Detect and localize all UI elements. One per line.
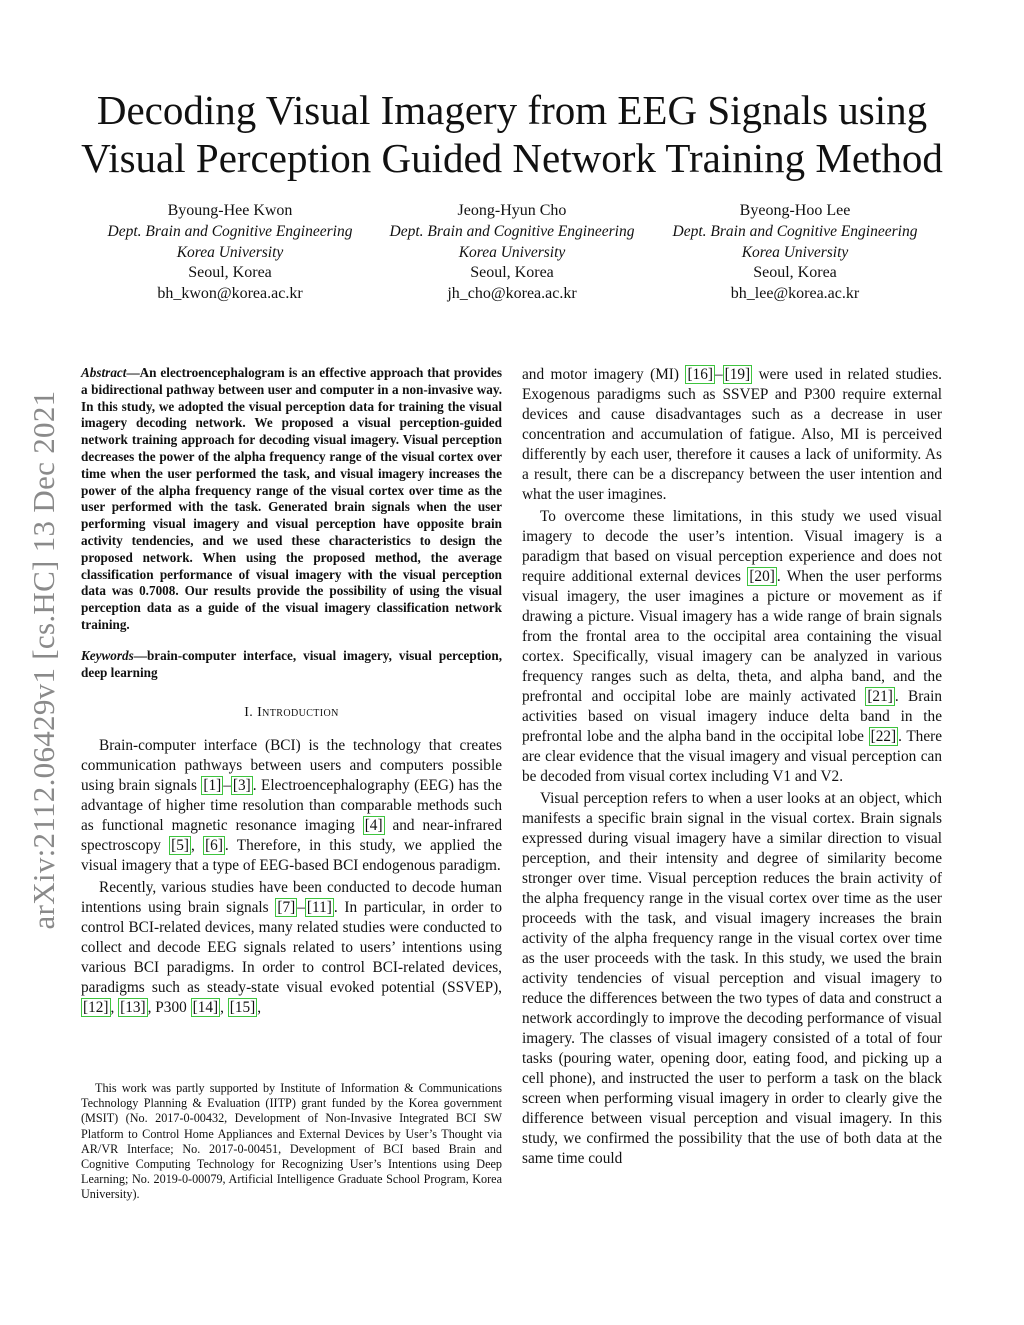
citation-link[interactable]: [1] xyxy=(203,777,222,795)
author-email: bh_kwon@korea.ac.kr xyxy=(157,285,303,303)
citation-link[interactable]: [5] xyxy=(171,837,189,855)
paper-title xyxy=(60,86,964,182)
text-run: , xyxy=(257,999,262,1017)
text-run: , xyxy=(110,999,119,1017)
text-run: and motor imagery (MI) xyxy=(522,366,686,383)
text-run: , xyxy=(220,999,228,1017)
text-run: were used in related studies. Exogenous paradigms such as SSVEP and P300 require external devices and cause disadvantages such as a decrease in user concentration and accumulation of fatigue. Also, MI is perceived differently by each user, therefore it causes a lack of uniformity. As a result, there can be a discrepancy between the user intention and what the user imagines. xyxy=(522,366,942,503)
author-block xyxy=(80,201,950,311)
citation-link[interactable]: [3] xyxy=(232,777,251,795)
citation-link[interactable]: [15] xyxy=(229,999,256,1017)
abstract-label: Abstract xyxy=(81,365,127,380)
funding-footnote: This work was partly supported by Institute of Information & Communications Technology Planning & Evaluation (IITP) grant funded by the Korea government (MSIT) (No. 2017-0-00432, Development of Non-Invasive Integrated BCI SW Platform to Control Home Appliances and External Devices by User’s Thought via AR/VR Interface; No. 2017-0-00451, Development of BCI based Brain and Cognitive Computing Technology for Recognizing User’s Intentions using Deep Learning; No. 2019-0-00079, Artificial Intelligence Graduate School Program, Korea University). xyxy=(81,1081,502,1202)
citation-link[interactable]: [14] xyxy=(192,999,219,1017)
section-title: Introduction xyxy=(257,705,339,721)
text-run: – xyxy=(223,777,231,795)
citation-link[interactable]: [6] xyxy=(205,837,223,855)
citation-link[interactable]: [21] xyxy=(867,688,893,705)
keywords-label: Keywords xyxy=(81,647,134,663)
citation-link[interactable]: [7] xyxy=(277,899,296,917)
text-run: . There are clear evidence that the visual imagery and visual perception can be decoded from visual cortex including V1 and V2. xyxy=(522,728,942,785)
abstract xyxy=(81,365,502,634)
author-name: Jeong-Hyun Cho xyxy=(457,202,567,219)
citation-link[interactable]: [19] xyxy=(724,366,751,383)
author-2 xyxy=(362,201,662,305)
text-run: – xyxy=(714,366,723,383)
text-run: . Electroencephalography (EEG) has the advantage of higher time resolution than comparable methods such as functional magnetic resonance imaging xyxy=(81,777,502,835)
author-name: Byeong-Hoo Lee xyxy=(739,202,851,219)
title-line-1: Decoding Visual Imagery from EEG Signals using xyxy=(96,87,928,133)
author-city: Seoul, Korea xyxy=(188,264,272,282)
author-email: jh_cho@korea.ac.kr xyxy=(447,285,577,303)
author-3 xyxy=(645,201,945,305)
author-university: Korea University xyxy=(458,243,566,261)
text-run: – xyxy=(297,899,305,917)
right-column xyxy=(522,365,942,1169)
text-run: Recently, various studies have been conducted to decode human intentions using brain signals xyxy=(81,879,502,917)
abstract-text: —An electroencephalogram is an effective approach that provides a bidirectional pathway between user and computer in a non-invasive way. In this study, we adopted the visual perception data for training the visual imagery decoding network. We proposed a visual perception-guided network training approach for decoding visual imagery. Visual perception decreases the power of the alpha frequency range of the visual cortex over time when the user performed the task, and visual imagery increases the power of the alpha frequency range of the visual cortex over time as the user performed with the task. Generated brain signals when the user performing visual imagery and visual perception have opposite brain activity tendencies, and we used these characteristics to design the proposed network. When using the proposed method, the average classification performance of visual imagery with the visual perception data was 0.7008. Our results provide the possibility of using the visual perception data as a guide of the visual imagery classification network training. xyxy=(81,365,502,632)
author-university: Korea University xyxy=(176,243,284,261)
intro-paragraph-4 xyxy=(522,507,942,787)
left-column xyxy=(81,365,502,1018)
text-run: and near-infrared spectroscopy xyxy=(81,817,502,855)
section-number: I. xyxy=(244,705,254,721)
intro-paragraph-3 xyxy=(522,365,942,505)
title-line-2: Visual Perception Guided Network Training Method xyxy=(81,135,943,181)
citation-link[interactable]: [4] xyxy=(364,817,383,835)
citation-link[interactable]: [11] xyxy=(306,899,332,917)
intro-paragraph-5: Visual perception refers to when a user looks at an object, which manifests a specific brain signal in the visual cortex. Brain signals expressed during visual imagery have a similar direction to visual perception, and their intensity and degree of similarity become stronger over time. Visual perception reduces the brain activity of the alpha frequency range in the visual cortex over time as the user proceeds with the task, and visual imagery increases the brain activity of the alpha frequency range in the visual cortex over time as the user proceeds with the task. In this study, we used the brain activity tendencies of visual perception and visual imagery to reduce the differences between the two types of data and construct a network accordingly to improve the decoding performance of visual imagery. The classes of visual imagery consisted of a total of four tasks (pouring water, opening door, eating food, and picking up a cell phone), and instructed the user to perform a task on the black screen when performing visual imagery in order to clearly give the difference between visual perception and visual imagery. In this study, we confirmed the possibility that the use of both data at the same time could xyxy=(522,790,942,1167)
citation-link[interactable]: [22] xyxy=(870,728,897,745)
text-run: . Therefore, in this study, we applied the visual imagery that a type of EEG-based BCI endogenous paradigm. xyxy=(81,837,502,875)
citation-link[interactable]: [13] xyxy=(120,999,146,1017)
text-run: . When the user performs visual imagery, the user imagines a picture or movement as if drawing a picture. Visual imagery has a wide range of brain signals from the frontal area to the occipital area containing the visual cortex. Specifically, visual imagery can be analyzed in various frequency ranges such as delta, theta, and alpha band, and the prefrontal and occipital lobe are mainly activated xyxy=(522,568,942,705)
author-university: Korea University xyxy=(741,243,849,261)
author-city: Seoul, Korea xyxy=(470,264,554,282)
author-email: bh_lee@korea.ac.kr xyxy=(730,285,860,303)
intro-paragraph-2 xyxy=(81,878,502,1018)
author-dept: Dept. Brain and Cognitive Engineering xyxy=(107,222,353,240)
section-heading xyxy=(81,703,502,723)
keywords xyxy=(81,648,502,682)
intro-paragraph-1 xyxy=(81,736,502,876)
text-run: . Brain activities based on visual imagery induce delta band in the prefrontal lobe and the alpha band in the occipital lobe xyxy=(522,688,943,745)
author-dept: Dept. Brain and Cognitive Engineering xyxy=(389,222,635,240)
author-name: Byoung-Hee Kwon xyxy=(167,202,293,219)
author-dept: Dept. Brain and Cognitive Engineering xyxy=(672,222,918,240)
author-city: Seoul, Korea xyxy=(753,264,837,282)
text-run: To overcome these limitations, in this study we used visual imagery to decode the user’s intention. Visual imagery is a paradigm that based on visual perception experience and does not require additional external devices xyxy=(522,508,942,585)
citation-link[interactable]: [12] xyxy=(83,999,109,1017)
citation-link[interactable]: [16] xyxy=(687,366,713,383)
keywords-text: —brain-computer interface, visual imagery, visual perception, deep learning xyxy=(81,647,502,680)
text-run: , xyxy=(190,837,204,855)
text-run: Brain-computer interface (BCI) is the technology that creates communication pathways between users and computers possible using brain signals xyxy=(81,737,502,795)
citation-link[interactable]: [20] xyxy=(749,568,775,585)
text-run: , P300 xyxy=(147,999,191,1017)
text-run: . In particular, in order to control BCI-related devices, many related studies were conducted to collect and decode EEG signals related to users’ intentions using various BCI paradigms. In order to control BCI-related devices, paradigms such as steady-state visual evoked potential (SSVEP), xyxy=(81,899,502,997)
author-1 xyxy=(80,201,380,305)
arxiv-stamp: arXiv:2112.06429v1 [cs.HC] 13 Dec 2021 xyxy=(26,390,61,930)
